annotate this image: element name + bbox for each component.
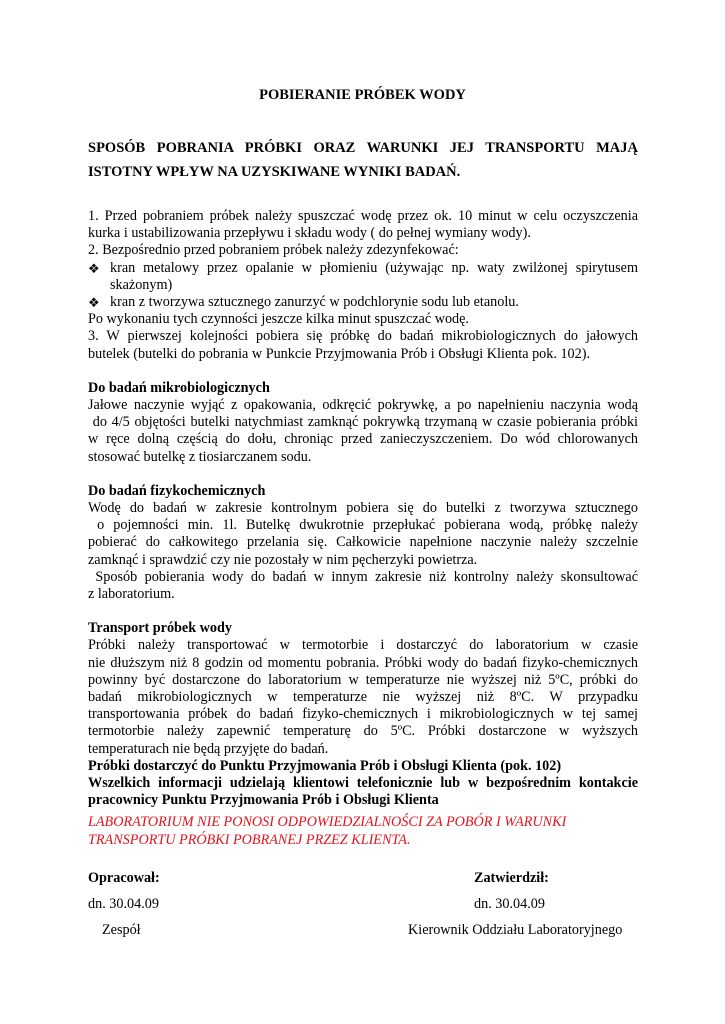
disclaimer xyxy=(88,814,638,849)
micro-line-1: Jałowe naczynie wyjąć z opakowania, odkręcić pokrywkę, a po napełnieniu naczynia wodą xyxy=(88,397,638,414)
document-body xyxy=(88,208,638,810)
step-3-line-2: butelek (butelki do pobrania w Punkcie Przyjmowania Prób i Obsługi Klienta pok. 102). xyxy=(88,345,590,362)
transport-line-4: badań mikrobiologicznych w temperaturze nie wyższej niż 8ºC. W przypadku xyxy=(88,689,638,706)
prepared-by: Zespół xyxy=(102,922,141,938)
transport-bold-3: pracownicy Punktu Przyjmowania Prób i Obsługi Klienta xyxy=(88,792,439,809)
micro-heading: Do badań mikrobiologicznych xyxy=(88,379,270,396)
bullet-item-plastic-tap xyxy=(88,294,638,311)
transport-line-2: nie dłuższym niż 8 godzin od momentu pobrania. Próbki wody do badań fizyko-chemicznych xyxy=(88,654,638,671)
subtitle-line-2: ISTOTNY WPŁYW NA UZYSKIWANE WYNIKI BADAŃ. xyxy=(88,164,461,180)
transport-line-5: transportowania próbek do badań fizyko-chemicznych i mikrobiologicznych w tej samej xyxy=(88,706,638,723)
transport-bold-1: Próbki dostarczyć do Punktu Przyjmowania Prób i Obsługi Klienta (pok. 102) xyxy=(88,757,562,774)
prepared-date: dn. 30.04.09 xyxy=(88,896,159,912)
micro-line-3: w ręce dolną częścią do dołu, chroniąc przed zanieczyszczeniem. Do wód chlorowanych xyxy=(88,431,638,448)
physchem-line-3: pobierać do całkowitego przelania się. Całkowicie napełnione naczynie należy szczelnie xyxy=(88,534,638,551)
approved-by: Kierownik Oddziału Laboratoryjnego xyxy=(408,922,623,938)
approved-label: Zatwierdził: xyxy=(474,870,549,886)
bullet-item-metal-tap xyxy=(88,260,638,294)
transport-line-1: Próbki należy transportować w termotorbie i dostarczyć do laboratorium w czasie xyxy=(88,637,638,654)
disclaimer-line-1: LABORATORIUM NIE PONOSI ODPOWIEDZIALNOŚCI ZA POBÓR I WARUNKI xyxy=(88,814,567,830)
bullet-2-text: kran z tworzywa sztucznego zanurzyć w podchlorynie sodu lub etanolu. xyxy=(110,294,519,311)
physchem-line-6: z laboratorium. xyxy=(88,586,175,603)
transport-line-7: temperaturach nie będą przyjęte do badań. xyxy=(88,740,329,757)
subtitle-line-1: SPOSÓB POBRANIA PRÓBKI ORAZ WARUNKI JEJ TRANSPORTU MAJĄ xyxy=(88,140,638,156)
transport-bold-2: Wszelkich informacji udzielają klientowi telefonicznie lub w bezpośrednim kontakcie xyxy=(88,775,638,792)
bullet-diamond-icon: ❖ xyxy=(88,260,100,276)
document-subtitle xyxy=(88,136,638,184)
micro-line-4: stosować butelkę z tiosiarczanem sodu. xyxy=(88,448,312,465)
physchem-line-1: Wodę do badań w zakresie kontrolnym pobiera się do butelki z tworzywa sztucznego xyxy=(88,500,638,517)
bullet-1-line-2: skażonym) xyxy=(110,276,173,293)
step-1-line-2: kurka i ustabilizowania przepływu i składu wody ( do pełnej wymiany wody). xyxy=(88,225,531,242)
bullet-diamond-icon: ❖ xyxy=(88,295,100,311)
prepared-label: Opracował: xyxy=(88,870,160,886)
physchem-heading: Do badań fizykochemicznych xyxy=(88,482,266,499)
transport-line-3: powinny być dostarczone do laboratorium w temperaturze nie wyższej niż 5ºC, próbki do xyxy=(88,671,638,688)
step-2-after: Po wykonaniu tych czynności jeszcze kilka minut spuszczać wodę. xyxy=(88,311,469,328)
approved-date: dn. 30.04.09 xyxy=(474,896,545,912)
step-2: 2. Bezpośrednio przed pobraniem próbek należy zdezynfekować: xyxy=(88,242,459,259)
transport-heading: Transport próbek wody xyxy=(88,620,232,637)
physchem-line-4: zamknąć i sprawdzić czy nie pozostały w nim pęcherzyki powietrza. xyxy=(88,551,478,568)
physchem-line-5: Sposób pobierania wody do badań w innym zakresie niż kontrolny należy skonsultować xyxy=(88,568,638,585)
document-title: POBIERANIE PRÓBEK WODY xyxy=(259,87,466,103)
transport-line-6: termotorbie należy zapewnić temperaturę do 5ºC. Próbki dostarczone w wyższych xyxy=(88,723,638,740)
physchem-line-2: o pojemności min. 1l. Butelkę dwukrotnie przepłukać pobierana wodą, próbkę należy xyxy=(88,517,638,534)
step-1-line-1: 1. Przed pobraniem próbek należy spuszczać wodę przez ok. 10 minut w celu oczyszczenia xyxy=(88,208,638,224)
step-3-line-1: 3. W pierwszej kolejności pobiera się próbkę do badań mikrobiologicznych do jałowych xyxy=(88,328,638,345)
bullet-1-line-1: kran metalowy przez opalanie w płomieniu (używając np. waty zwilżonej spirytusem xyxy=(110,259,638,276)
disclaimer-line-2: TRANSPORTU PRÓBKI POBRANEJ PRZEZ KLIENTA. xyxy=(88,831,411,848)
micro-line-2: do 4/5 objętości butelki natychmiast zamknąć pokrywką trzymaną w czasie pobierania próbki xyxy=(88,414,638,431)
